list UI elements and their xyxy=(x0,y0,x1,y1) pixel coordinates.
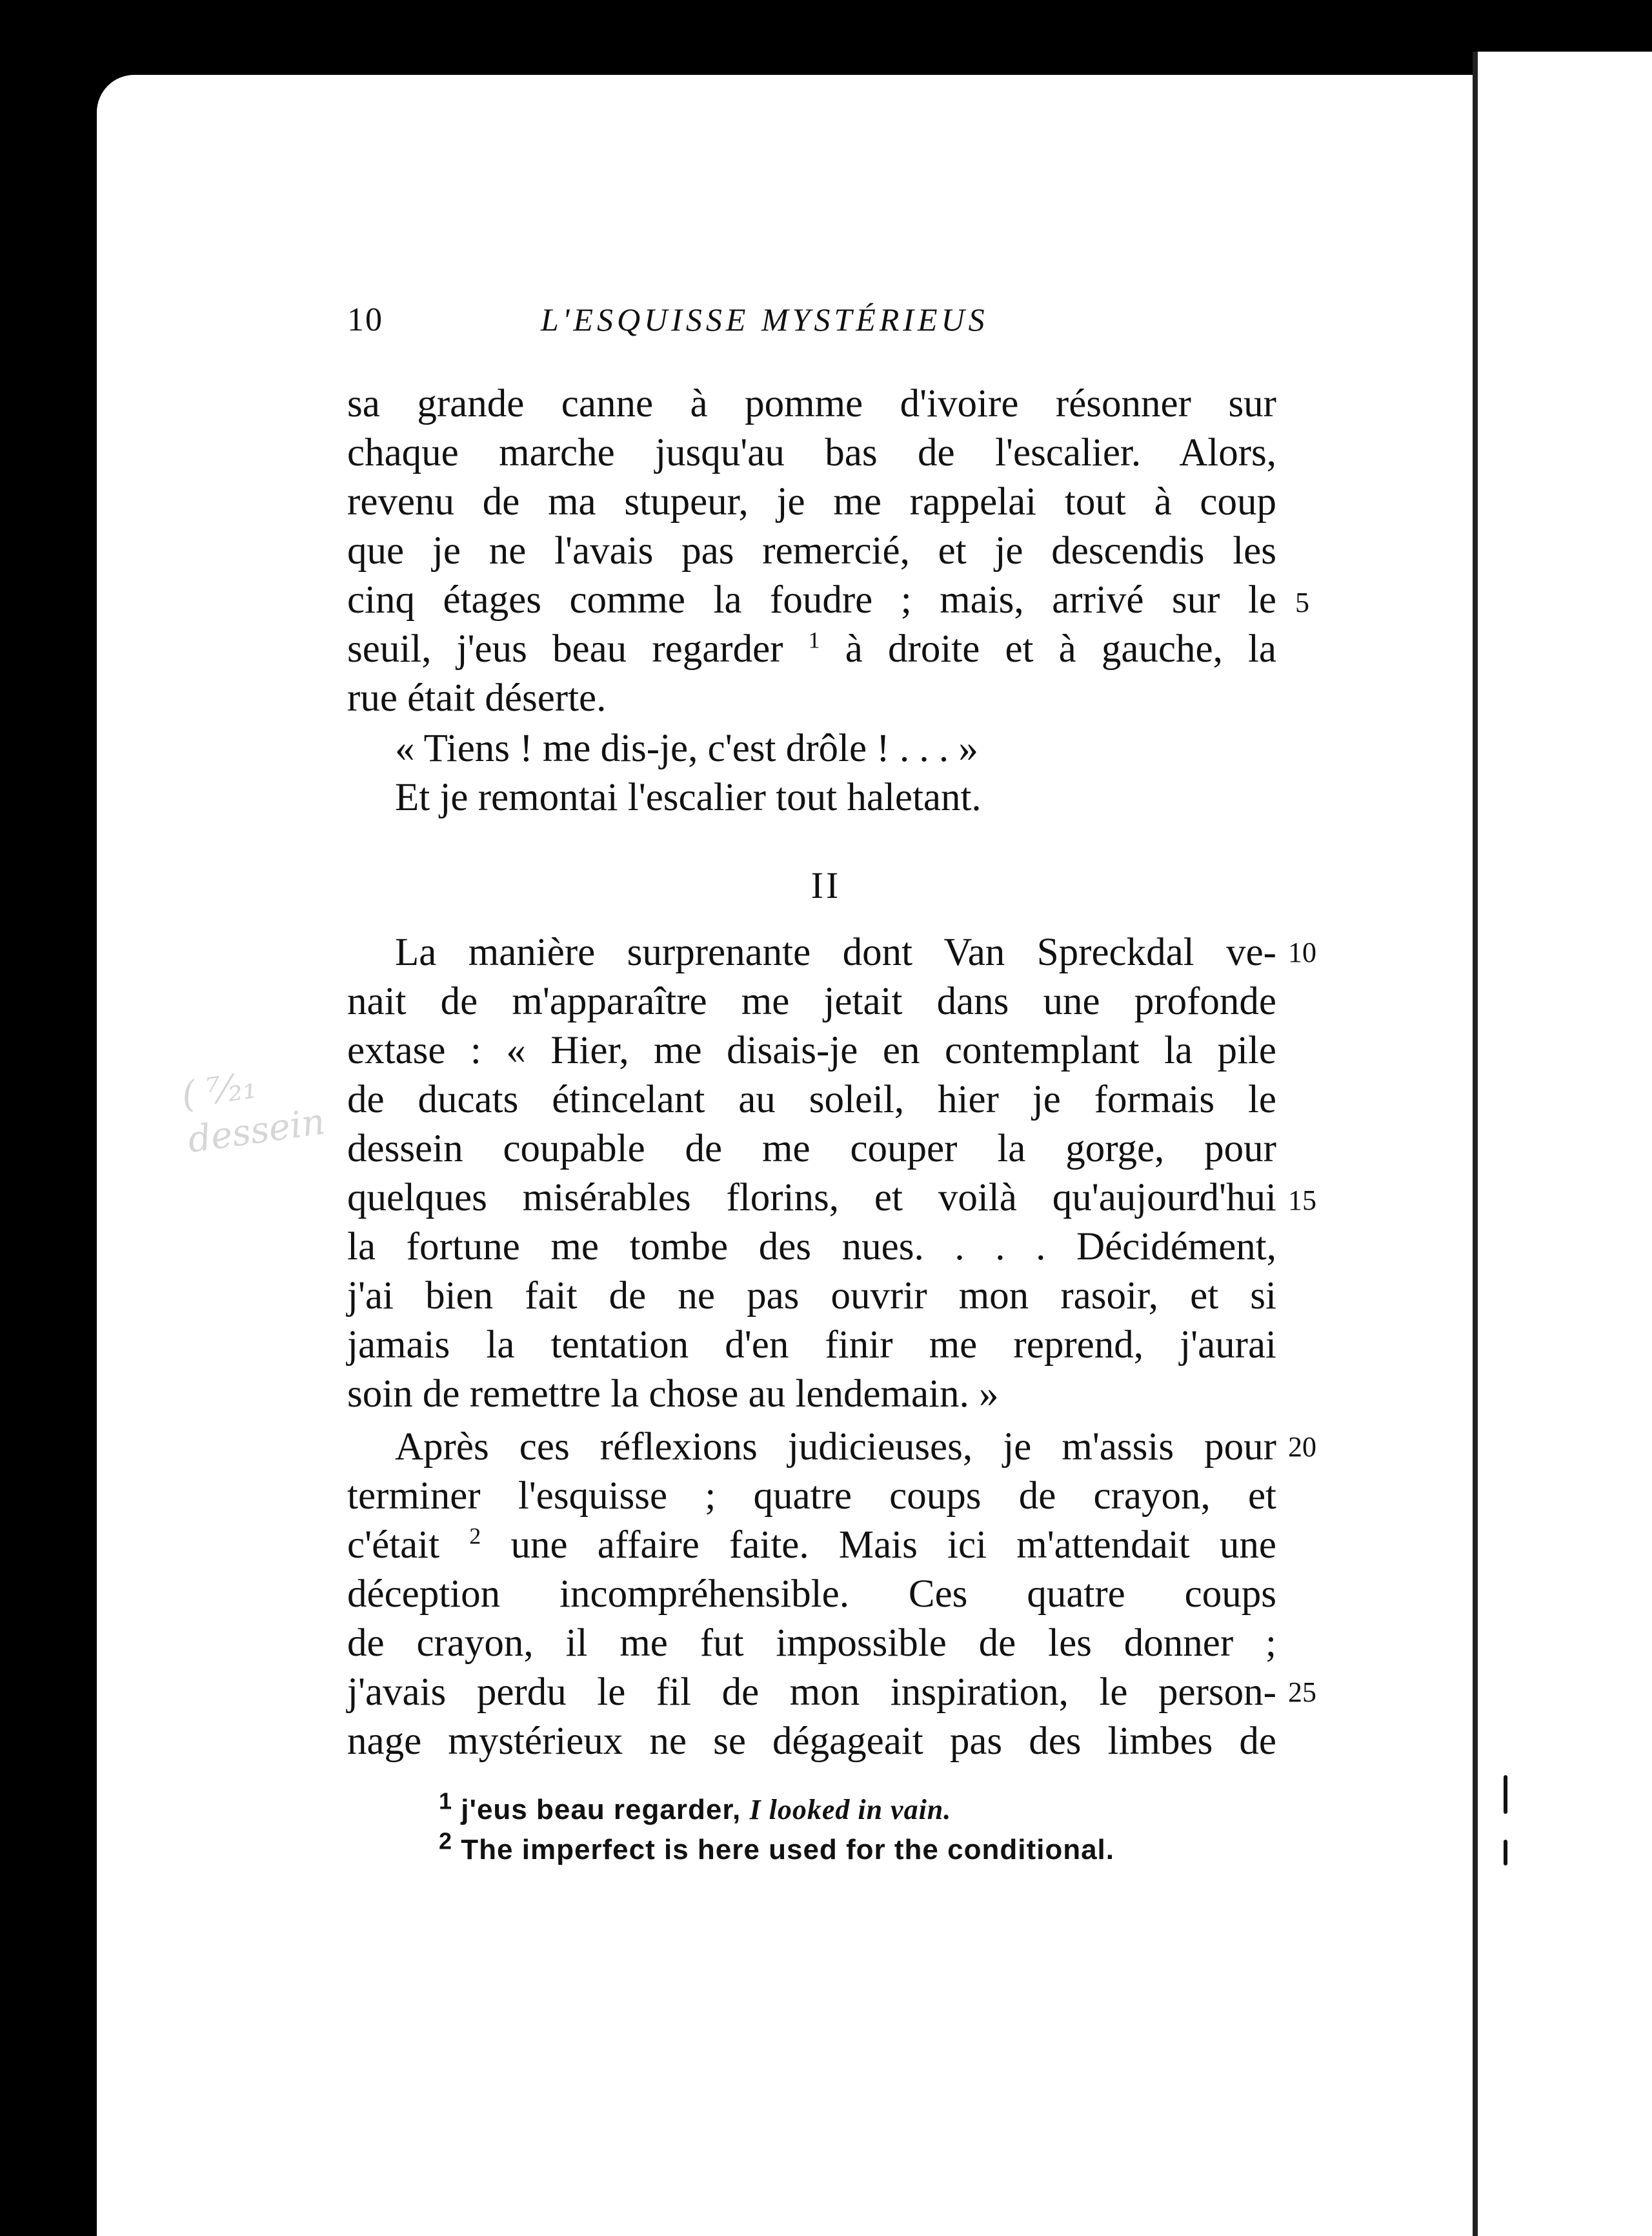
text-line: soin de remettre la chose au lendemain. » xyxy=(347,1372,999,1416)
line-number: 5 xyxy=(1295,587,1309,618)
text-line: jamais la tentation d'en finir me reprend, j'aurai xyxy=(347,1323,1276,1367)
text-line: « Tiens ! me dis-je, c'est drôle ! . . . » xyxy=(395,727,978,770)
line-number: 20 xyxy=(1288,1431,1316,1463)
text-line: j'avais perdu le fil de mon inspiration, le person- xyxy=(347,1671,1276,1714)
edge-mark xyxy=(1504,1775,1507,1814)
text-span: à droite et à gauche, la xyxy=(845,627,1277,671)
edge-mark xyxy=(1504,1840,1507,1865)
footnote-marker: 2 xyxy=(439,1827,453,1855)
page-number: 10 xyxy=(347,301,383,338)
adjacent-page-edge xyxy=(1478,52,1652,2236)
page-header xyxy=(347,301,1354,352)
pencil-margin-note: ( ⁷⁄₂₁ dessein xyxy=(179,1064,328,1162)
footnote-ref: 1 xyxy=(808,627,820,653)
text-span: une affaire faite. Mais ici m'attendait une xyxy=(510,1523,1276,1567)
text-line: que je ne l'avais pas remercié, et je descendis les xyxy=(347,529,1276,573)
text-line: sa grande canne à pomme d'ivoire résonner sur xyxy=(347,382,1276,425)
line-number: 15 xyxy=(1288,1184,1316,1216)
text-span: seuil, j'eus beau regarder xyxy=(347,627,783,671)
footnote-gloss: I looked in vain. xyxy=(749,1794,952,1825)
line-number: 10 xyxy=(1288,937,1316,968)
text-line: extase : « Hier, me disais-je en contemplant la pile xyxy=(347,1029,1276,1072)
text-line: j'ai bien fait de ne pas ouvrir mon rasoir, et si xyxy=(347,1274,1276,1317)
text-span: c'était xyxy=(347,1523,440,1567)
text-line: cinq étages comme la foudre ; mais, arrivé sur le xyxy=(347,578,1276,622)
text-line: la fortune me tombe des nues. . . . Décidément, xyxy=(347,1225,1276,1268)
footnote-ref: 2 xyxy=(469,1523,481,1549)
footnote-text: j'eus beau regarder, xyxy=(461,1794,741,1825)
text-line: Après ces réflexions judicieuses, je m'assis pour xyxy=(395,1425,1276,1469)
running-title: L'ESQUISSE MYSTÉRIEUS xyxy=(541,301,989,338)
line-number: 25 xyxy=(1288,1676,1316,1708)
text-line: de crayon, il me fut impossible de les donner ; xyxy=(347,1621,1276,1665)
text-line xyxy=(347,626,1276,673)
footnote-text: The imperfect is here used for the conditional. xyxy=(461,1834,1114,1865)
text-line: terminer l'esquisse ; quatre coups de crayon, et xyxy=(347,1474,1276,1518)
text-line: dessein coupable de me couper la gorge, pour xyxy=(347,1127,1276,1170)
footnote xyxy=(439,1787,952,1828)
page-gutter xyxy=(1473,52,1478,2236)
text-line: Et je remontai l'escalier tout haletant. xyxy=(395,776,982,819)
footnote xyxy=(439,1827,1114,1868)
text-line: revenu de ma stupeur, je me rappelai tout à coup xyxy=(347,480,1276,523)
text-line: quelques misérables florins, et voilà qu'aujourd'hui xyxy=(347,1176,1276,1219)
section-heading: II xyxy=(811,864,841,906)
text-line: chaque marche jusqu'au bas de l'escalier. Alors, xyxy=(347,431,1276,474)
text-line: nage mystérieux ne se dégageait pas des limbes de xyxy=(347,1720,1276,1763)
text-line: rue était déserte. xyxy=(347,676,607,720)
footnote-marker: 1 xyxy=(439,1787,453,1814)
text-line: de ducats étincelant au soleil, hier je formais le xyxy=(347,1078,1276,1121)
text-line: déception incompréhensible. Ces quatre coups xyxy=(347,1572,1276,1616)
text-line: nait de m'apparaître me jetait dans une profonde xyxy=(347,980,1276,1023)
text-line: La manière surprenante dont Van Spreckdal ve- xyxy=(395,931,1276,974)
text-line xyxy=(347,1522,1276,1569)
